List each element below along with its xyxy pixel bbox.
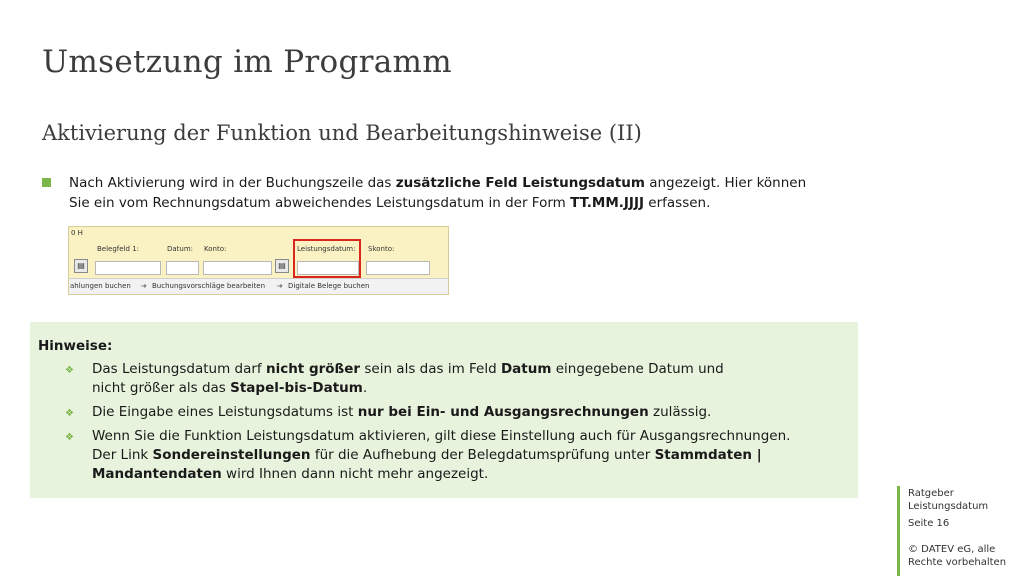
konto-input[interactable]: [203, 261, 272, 275]
konto-lookup-button[interactable]: ▤: [275, 259, 289, 273]
note-bullet-icon: ❖: [65, 408, 74, 419]
skonto-input[interactable]: [366, 261, 430, 275]
slide-title: Umsetzung im Programm: [42, 44, 452, 80]
belegfeld-label: Belegfeld 1:: [97, 245, 139, 253]
hinweise-heading: Hinweise:: [38, 338, 113, 354]
note-item-3: [92, 427, 832, 484]
note2-text-2: zulässig.: [648, 404, 712, 420]
konto-label: Konto:: [204, 245, 227, 253]
leistungsdatum-label: Leistungsdatum:: [297, 245, 356, 253]
bullet-marker: [42, 178, 51, 187]
hinweise-box: [30, 322, 858, 498]
belegfeld-input[interactable]: [95, 261, 161, 275]
link-digitale-belege[interactable]: Digitale Belege buchen: [288, 282, 370, 290]
intro-text-3: erfassen.: [644, 195, 711, 211]
link-buchungsvorschlaege[interactable]: Buchungsvorschläge bearbeiten: [152, 282, 266, 290]
skonto-label: Skonto:: [368, 245, 395, 253]
screenshot-corner-label: 0 H: [71, 229, 83, 237]
note3-bold-1: Sondereinstellungen: [152, 447, 311, 463]
note1-bold-2: Datum: [500, 361, 552, 377]
footer-accent-bar: [897, 486, 900, 576]
note1-text-2: sein als das im Feld: [360, 361, 501, 377]
footer-copyright-2: Rechte vorbehalten: [908, 557, 1007, 568]
page-label: Seite: [908, 518, 934, 529]
note3-text-2: Der Link: [92, 447, 153, 463]
leistungsdatum-highlight: [293, 239, 361, 278]
slide-subtitle: Aktivierung der Funktion und Bearbeitungshinweise (II): [42, 121, 642, 145]
belegfeld-lookup-button[interactable]: ▤: [74, 259, 88, 273]
footer-copyright-1: © DATEV eG, alle: [908, 544, 996, 555]
arrow-icon: ➜: [277, 282, 283, 290]
note1-text-4: nicht größer als das: [92, 380, 231, 396]
screenshot-link-bar: [69, 278, 448, 295]
link-zahlungen-buchen[interactable]: ahlungen buchen: [70, 282, 131, 290]
datum-label: Datum:: [167, 245, 194, 253]
note-item-2: [92, 403, 832, 422]
note1-bold-3: Stapel-bis-Datum: [230, 380, 363, 396]
note2-text-1: Die Eingabe eines Leistungsdatums ist: [92, 404, 358, 420]
footer-page: [908, 517, 949, 530]
note-bullet-icon: ❖: [65, 432, 74, 443]
intro-paragraph: [69, 173, 829, 213]
note-bullet-icon: ❖: [65, 365, 74, 376]
note3-text-4: wird Ihnen dann nicht mehr angezeigt.: [221, 466, 489, 482]
footer-line-1: Ratgeber: [908, 488, 954, 499]
intro-bold-1: zusätzliche Feld Leistungsdatum: [395, 175, 645, 191]
note1-bold-1: nicht größer: [265, 361, 361, 377]
note-item-1: [92, 360, 832, 398]
note1-text-1: Das Leistungsdatum darf: [92, 361, 266, 377]
note2-bold-1: nur bei Ein- und Ausgangsrechnungen: [357, 404, 649, 420]
intro-text-1: Nach Aktivierung wird in der Buchungszeile das: [69, 175, 396, 191]
note3-bold-2: Stammdaten |: [654, 447, 762, 463]
program-screenshot: [68, 226, 449, 295]
note1-text-5: .: [362, 380, 368, 396]
note3-text-1: Wenn Sie die Funktion Leistungsdatum aktivieren, gilt diese Einstellung auch für Ausgangsrechnungen.: [92, 428, 791, 444]
footer-line-2: Leistungsdatum: [908, 501, 989, 512]
note3-text-3: für die Aufhebung der Belegdatumsprüfung unter: [310, 447, 655, 463]
intro-bold-2: TT.MM.JJJJ: [570, 195, 644, 211]
intro-text-2: angezeigt. Hier können Sie ein vom Rechnungsdatum abweichendes Leistungsdatum in der Form: [69, 175, 807, 211]
note3-bold-3: Mandantendaten: [92, 466, 222, 482]
arrow-icon: ➜: [141, 282, 147, 290]
page-number: 16: [936, 518, 950, 529]
datum-input[interactable]: [166, 261, 199, 275]
note1-text-3: eingegebene Datum und: [551, 361, 724, 377]
